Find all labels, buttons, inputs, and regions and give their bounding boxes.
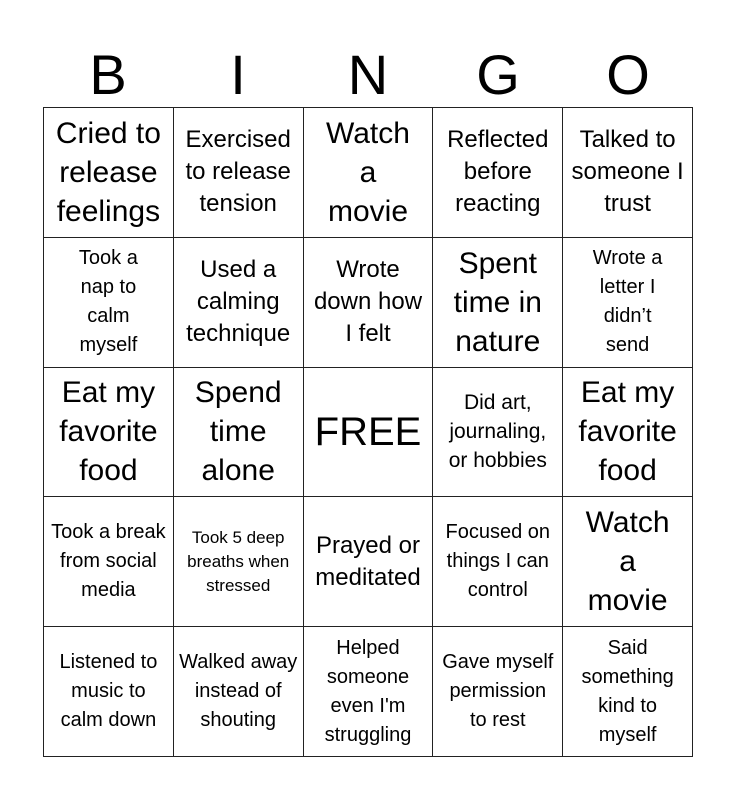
bingo-cell-text: Prayed or meditated [315, 531, 421, 591]
bingo-cell [44, 368, 174, 498]
bingo-cell-text: Spend time alone [194, 376, 282, 488]
bingo-cell [563, 238, 693, 368]
bingo-cell-text: Used a calming technique [186, 256, 291, 348]
bingo-cell [433, 238, 563, 368]
header-letter-g: G [476, 43, 520, 106]
bingo-cell [44, 238, 174, 368]
header-letter-i: I [230, 43, 246, 106]
bingo-cell-text: Eat my favorite food [578, 376, 677, 488]
bingo-cell-text: Watch a movie [326, 116, 410, 228]
bingo-cell-text: Wrote a letter I didn’t send [592, 247, 663, 357]
bingo-cell [44, 627, 174, 757]
bingo-cell [304, 627, 434, 757]
bingo-cell [174, 108, 304, 238]
bingo-cell [433, 368, 563, 498]
bingo-cell [433, 108, 563, 238]
header-letter-n: N [347, 43, 389, 106]
bingo-cell [44, 497, 174, 627]
header-letter-b: B [89, 43, 127, 106]
bingo-cell [433, 497, 563, 627]
bingo-cell [44, 108, 174, 238]
bingo-cell-text: Wrote down how I felt [313, 256, 423, 348]
bingo-cell-text: Took a break from social media [51, 521, 166, 602]
bingo-cell-text: Walked away instead of shouting [179, 651, 298, 732]
bingo-cell [433, 627, 563, 757]
bingo-cell-text: Said something kind to myself [581, 636, 674, 746]
bingo-cell [174, 497, 304, 627]
bingo-cell-text: Did art, journaling, or hobbies [448, 391, 547, 473]
bingo-cell-text: Helped someone even I'm struggling [324, 636, 412, 746]
header-letter-o: O [606, 43, 650, 106]
free-space-label: FREE [314, 409, 422, 454]
bingo-cell-text: Took 5 deep breaths when stressed [187, 527, 290, 595]
bingo-cell [174, 238, 304, 368]
bingo-cell [563, 497, 693, 627]
bingo-cell [563, 368, 693, 498]
bingo-cell-text: Spent time in nature [453, 246, 542, 358]
bingo-cell [174, 368, 304, 498]
bingo-cell-text: Eat my favorite food [59, 376, 158, 488]
bingo-board [43, 107, 693, 757]
bingo-cell [304, 238, 434, 368]
bingo-cell-text: Exercised to release tension [185, 126, 291, 218]
bingo-cell-text: Focused on things I can control [445, 521, 551, 602]
bingo-cell-text: Cried to release feelings [55, 116, 161, 228]
bingo-cell-text: Listened to music to calm down [59, 651, 158, 732]
bingo-cell [304, 108, 434, 238]
bingo-cell-text: Took a nap to calm myself [78, 247, 138, 357]
bingo-cell [304, 497, 434, 627]
bingo-cell [563, 627, 693, 757]
bingo-cell [174, 627, 304, 757]
bingo-cell-text: Watch a movie [585, 506, 670, 618]
bingo-cell-text: Gave myself permission to rest [442, 651, 554, 732]
bingo-cell-text: Reflected before reacting [447, 126, 549, 218]
free-space-cell [304, 368, 434, 498]
bingo-cell-text: Talked to someone I trust [571, 126, 684, 218]
bingo-cell [563, 108, 693, 238]
bingo-header [43, 42, 693, 108]
